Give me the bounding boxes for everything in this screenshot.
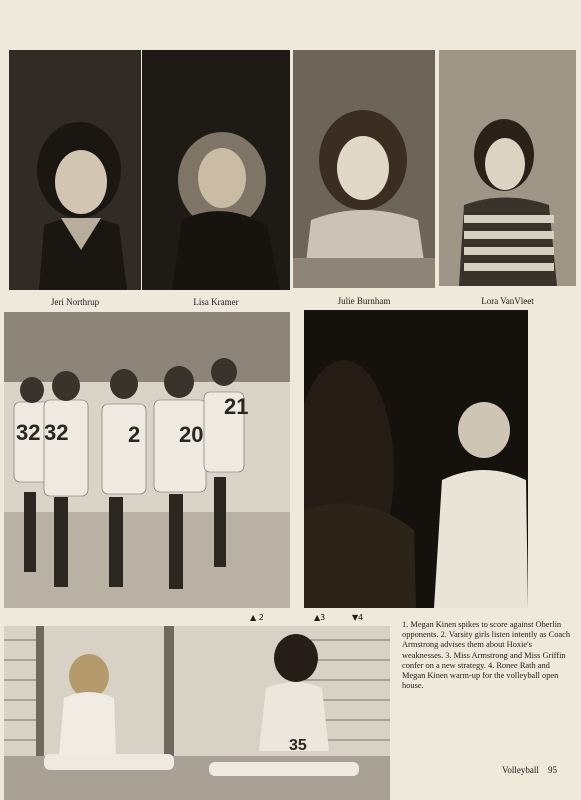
team-jersey-number: 20	[179, 422, 204, 447]
warmup-photo	[4, 626, 390, 800]
warmup-jersey-number: 35	[289, 737, 307, 754]
portrait-name-1: Jeri Northrup	[50, 297, 100, 307]
portrait-name-3: Julie Burnham	[337, 296, 391, 306]
portrait-photo-1	[9, 50, 141, 290]
marker-2-label: 2	[258, 613, 264, 622]
team-jersey-number: 2	[128, 422, 141, 447]
team-huddle-photo	[4, 312, 290, 608]
photo-marker-3: ▲3	[314, 613, 326, 622]
portrait-photo-3	[293, 50, 435, 288]
marker-3-label: 3	[320, 613, 326, 622]
portrait-name-2: Lisa Kramer	[193, 297, 239, 307]
page-number: 95	[548, 765, 557, 775]
team-jersey-number: 32	[44, 420, 69, 445]
portrait-photo-4	[439, 50, 576, 286]
team-jersey-number: 32	[16, 420, 41, 445]
team-jersey-number: 21	[224, 394, 249, 419]
coaches-photo	[304, 310, 528, 608]
portrait-name-4: Lora VanVleet	[481, 296, 534, 306]
photo-marker-2: ▲ 2	[250, 613, 264, 622]
photo-caption: 1. Megan Kinen spikes to score against Oberlin opponents. 2. Varsity girls listen intently as Coach Armstrong advises them about Hoxie's weaknesses. 3. Miss Armstrong and Miss Griffin confer on a new strategy. 4. Ronee Rath and Megan Kinen warm-up for the volleyball open house.	[402, 620, 571, 691]
portrait-photo-2	[142, 50, 290, 290]
marker-4-label: 4	[358, 613, 364, 622]
photo-marker-4: ▼4	[352, 613, 364, 622]
folio-section: Volleyball	[502, 765, 539, 775]
